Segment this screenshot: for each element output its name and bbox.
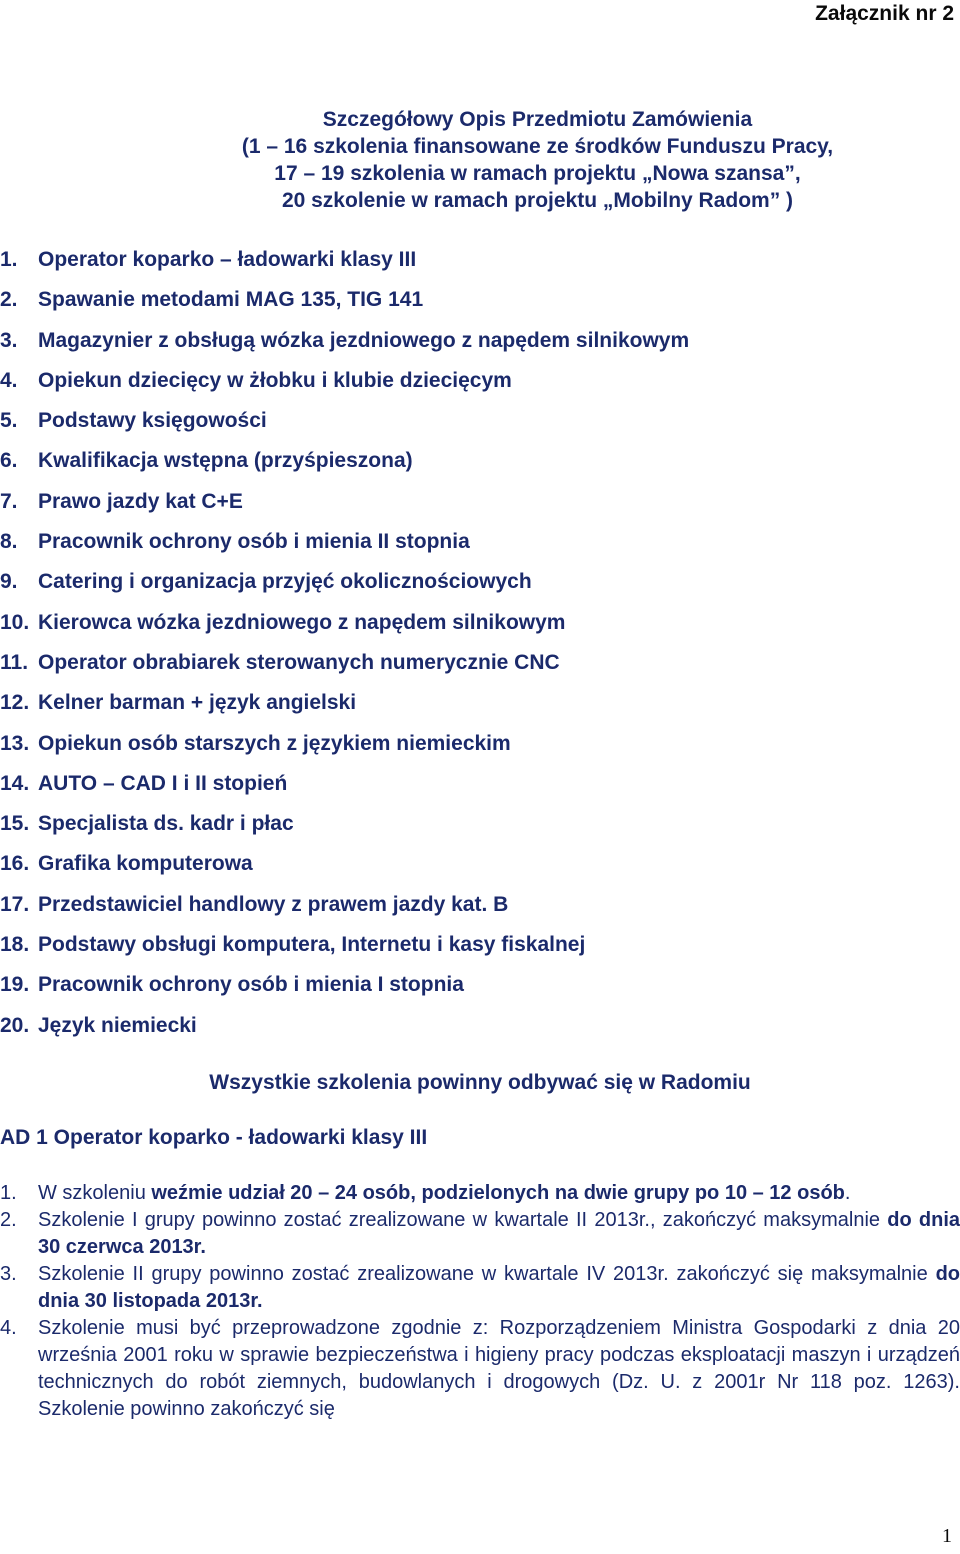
training-number: 3. [0, 328, 18, 352]
training-item [0, 724, 689, 764]
training-label: Grafika komputerowa [38, 852, 253, 876]
training-number: 14. [0, 771, 30, 795]
training-number: 15. [0, 812, 30, 836]
training-label: Prawo jazdy kat C+E [38, 489, 243, 513]
training-label: Kelner barman + język angielski [38, 691, 357, 715]
training-item [0, 361, 689, 401]
training-label: Pracownik ochrony osób i mienia I stopnia [38, 973, 464, 997]
term-number: 1. [0, 1182, 17, 1204]
training-number: 1. [0, 248, 18, 271]
section-heading: AD 1 Operator koparko - ładowarki klasy III [0, 1126, 428, 1149]
training-item [0, 321, 689, 361]
training-label: Podstawy księgowości [38, 409, 267, 433]
training-number: 16. [0, 852, 30, 876]
training-number: 19. [0, 973, 30, 997]
title-line: Szczegółowy Opis Przedmiotu Zamówienia [322, 108, 753, 131]
training-item [0, 885, 689, 925]
training-label: Catering i organizacja przyjęć okolicznościowych [38, 570, 532, 594]
term-item [0, 1261, 960, 1315]
training-item [0, 1006, 689, 1046]
training-number: 2. [0, 288, 18, 312]
training-item [0, 844, 689, 884]
training-item [0, 522, 689, 562]
terms-list [0, 1180, 960, 1423]
training-number: 6. [0, 449, 18, 473]
term-bold: do dnia 30 listopada 2013r. [38, 1263, 960, 1312]
term-text: . [844, 1182, 851, 1204]
term-body [38, 1207, 960, 1261]
training-item [0, 965, 689, 1005]
training-label: Opiekun dziecięcy w żłobku i klubie dziecięcym [38, 368, 512, 392]
term-text: W szkoleniu [38, 1182, 152, 1204]
term-body [38, 1180, 960, 1207]
training-label: Język niemiecki [38, 1013, 197, 1037]
training-item [0, 603, 689, 643]
training-number: 8. [0, 530, 18, 554]
training-item [0, 764, 689, 804]
term-number: 2. [0, 1209, 17, 1231]
training-label: Opiekun osób starszych z językiem niemieckim [38, 731, 511, 755]
training-item [0, 683, 689, 723]
training-label: Operator koparko – ładowarki klasy III [38, 248, 417, 271]
training-item [0, 562, 689, 602]
training-item [0, 280, 689, 320]
training-label: Przedstawiciel handlowy z prawem jazdy kat. B [38, 892, 509, 916]
training-label: Kwalifikacja wstępna (przyśpieszona) [38, 449, 413, 473]
training-number: 4. [0, 368, 18, 392]
training-label: Operator obrabiarek sterowanych numerycznie CNC [38, 650, 560, 674]
training-item [0, 804, 689, 844]
location-summary [0, 1071, 960, 1095]
training-number: 9. [0, 570, 18, 594]
title-line: 17 – 19 szkolenia w ramach projektu „Nowa szansa”, [274, 162, 801, 185]
training-item [0, 401, 689, 441]
training-number: 11. [0, 650, 29, 674]
term-body [38, 1261, 960, 1315]
training-label: AUTO – CAD I i II stopień [38, 771, 288, 795]
training-number: 5. [0, 409, 18, 433]
title-line: (1 – 16 szkolenia finansowane ze środków Funduszu Pracy, [241, 135, 834, 158]
training-number: 20. [0, 1013, 30, 1037]
training-number: 7. [0, 489, 18, 513]
training-number: 12. [0, 691, 30, 715]
training-label: Specjalista ds. kadr i płac [38, 812, 294, 836]
summary-text: Wszystkie szkolenia powinny odbywać się w Radomiu [209, 1071, 751, 1094]
training-item [0, 643, 689, 683]
title-line: 20 szkolenie w ramach projektu „Mobilny Radom” ) [281, 189, 794, 212]
training-label: Pracownik ochrony osób i mienia II stopnia [38, 530, 470, 554]
page-number: 1 [942, 1525, 952, 1547]
training-label: Kierowca wózka jezdniowego z napędem silnikowym [38, 610, 566, 634]
training-item [0, 482, 689, 522]
term-number: 4. [0, 1317, 17, 1339]
term-number: 3. [0, 1263, 17, 1285]
term-item [0, 1315, 960, 1423]
training-number: 17. [0, 892, 30, 916]
training-item [0, 441, 689, 481]
term-text: Szkolenie musi być przeprowadzone zgodnie z: Rozporządzeniem Ministra Gospodarki z dnia 20 września 2001 roku w sprawie bezpieczeństwa i higieny pracy podczas eksploatacji maszyn i urządzeń technicznych do robót ziemnych, budowlanych i drogowych (Dz. U. z 2001r Nr 118 poz. 1263). Szkolenie powinno zakończyć się [38, 1317, 960, 1420]
term-text: Szkolenie I grupy powinno zostać zrealizowane w kwartale II 2013r., zakończyć maksymalnie [38, 1209, 888, 1231]
term-text: Szkolenie II grupy powinno zostać zrealizowane w kwartale IV 2013r. zakończyć się maksymalnie [38, 1263, 936, 1285]
document-title [0, 106, 960, 214]
training-label: Spawanie metodami MAG 135, TIG 141 [38, 288, 424, 312]
training-number: 13. [0, 731, 30, 755]
term-item [0, 1207, 960, 1261]
term-bold: weźmie udział 20 – 24 osób, podzielonych na dwie grupy po 10 – 12 osób [151, 1182, 845, 1204]
training-number: 18. [0, 933, 30, 957]
term-item [0, 1180, 960, 1207]
training-number: 10. [0, 610, 30, 634]
term-bold: do dnia 30 czerwca 2013r. [38, 1209, 960, 1258]
training-label: Podstawy obsługi komputera, Internetu i kasy fiskalnej [38, 933, 586, 957]
term-body [38, 1315, 960, 1423]
training-item [0, 925, 689, 965]
training-list [0, 240, 689, 1046]
attachment-label: Załącznik nr 2 [815, 2, 954, 25]
training-label: Magazynier z obsługą wózka jezdniowego z napędem silnikowym [38, 328, 690, 352]
training-item [0, 240, 689, 280]
